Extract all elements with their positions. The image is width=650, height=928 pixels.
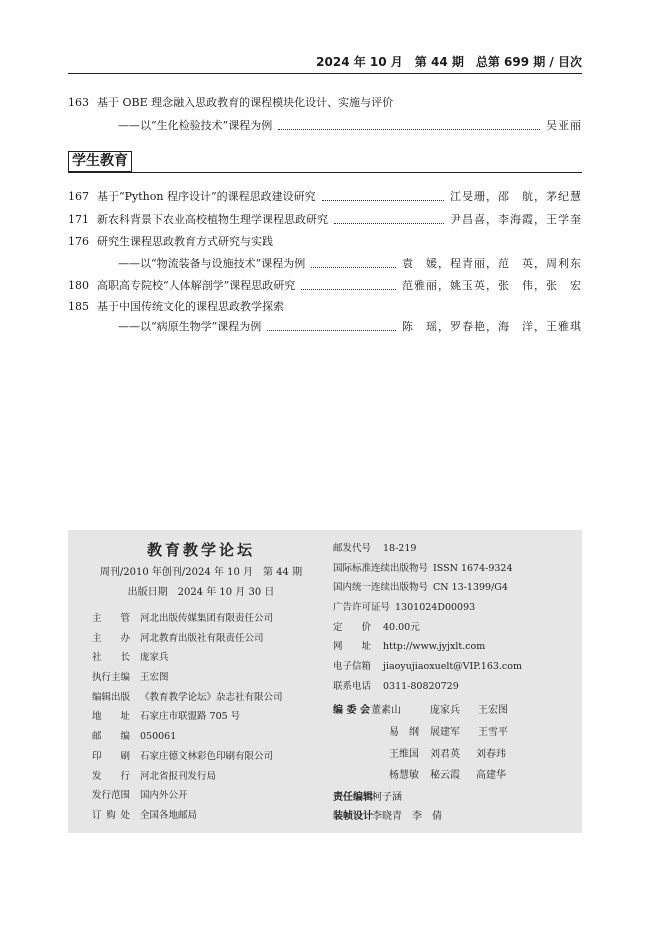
board-member: 秘云霞 — [430, 770, 460, 781]
colophon-row — [92, 629, 283, 649]
toc-subtitle-185 — [68, 319, 582, 335]
dot-leader — [334, 223, 444, 224]
board-member: 易 纲 — [389, 727, 419, 738]
toc-subtitle: ——以“物流装备与设施技术”课程为例 — [118, 257, 306, 270]
row-value: 0311-80820729 — [383, 680, 459, 692]
row-value: 050061 — [140, 731, 177, 743]
board-member: 高建华 — [476, 770, 506, 781]
row-label: 发行范围 — [92, 790, 131, 802]
toc-subtitle-163 — [68, 118, 582, 134]
toc-authors: 陈 瑶，罗春艳，海 洋，王雅琪 — [402, 320, 582, 333]
colophon-row — [92, 668, 283, 688]
row-label: 社 长 — [92, 652, 131, 664]
design-label: 装帧设计 — [333, 811, 373, 822]
dot-leader — [322, 200, 444, 201]
toc-title: 基于中国传统文化的课程思政教学探索 — [97, 300, 284, 313]
row-label: 地 址 — [92, 711, 131, 723]
colophon-row — [333, 677, 522, 697]
row-value: 王宏图 — [140, 672, 169, 684]
colophon-row — [92, 727, 283, 747]
toc-entry-167 — [68, 189, 582, 205]
board-member: 杨慧敏 — [389, 770, 419, 781]
row-label: 执行主编 — [92, 672, 131, 684]
toc-entry-163 — [68, 95, 582, 111]
responsible-editor-label: 责任编辑 — [333, 792, 373, 803]
row-value: 庞家兵 — [140, 652, 169, 664]
colophon-left-list — [92, 609, 283, 826]
toc-authors: 袁 媛，程青丽，范 英，周利东 — [402, 257, 582, 270]
row-label: 联系电话 — [333, 680, 372, 692]
row-value: http://www.jyjxlt.com — [383, 641, 486, 653]
row-value: 河北出版传媒集团有限责任公司 — [140, 613, 274, 624]
toc-authors: 吴亚丽 — [546, 119, 582, 132]
toc-page-number: 167 — [68, 190, 89, 203]
row-value: 石家庄德文林彩色印刷有限公司 — [140, 750, 274, 762]
row-label: 网 址 — [333, 641, 372, 653]
colophon-row — [333, 618, 522, 638]
dot-leader — [301, 289, 396, 290]
colophon-row — [92, 688, 283, 708]
row-value: 国内外公开 — [140, 790, 188, 802]
toc-page-number: 176 — [68, 235, 89, 248]
row-label: 印 刷 — [92, 750, 131, 762]
issue-header: 2024 年 10 月 第 44 期 总第 699 期 / 目次 — [316, 55, 582, 69]
board-member: 庞家兵 — [430, 705, 460, 716]
dot-leader — [278, 129, 540, 130]
colophon-row — [333, 559, 522, 579]
designers: 李晓青 李 倩 — [372, 811, 442, 822]
row-label: 国内统一连续出版物号 — [333, 582, 429, 594]
toc-entry-171 — [68, 212, 582, 228]
colophon-row — [92, 707, 283, 727]
journal-title: 教育教学论坛 — [146, 541, 255, 559]
colophon-right-list — [333, 539, 522, 697]
colophon-row — [92, 767, 283, 787]
toc-page-number: 171 — [68, 213, 89, 226]
header-rule — [68, 73, 582, 74]
row-value: 1301024D00093 — [395, 602, 476, 614]
responsible-editor: 柯子涵 — [372, 792, 402, 803]
row-label: 主 办 — [92, 632, 131, 644]
toc-page-number: 180 — [68, 279, 89, 292]
board-member: 王雪平 — [478, 727, 508, 738]
toc-title: 基于“Python 程序设计”的课程思政建设研究 — [97, 190, 316, 203]
toc-title: 研究生课程思政教育方式研究与实践 — [97, 235, 273, 248]
colophon-row — [92, 747, 283, 767]
section-rule — [68, 172, 582, 173]
row-value: 河北省报刊发行局 — [140, 770, 217, 782]
colophon-row — [333, 578, 522, 598]
dot-leader — [311, 267, 396, 268]
row-value: 石家庄市联盟路 705 号 — [140, 711, 241, 723]
toc-entry-180 — [68, 278, 582, 294]
toc-page-number: 163 — [68, 96, 89, 109]
row-value: 18-219 — [383, 543, 417, 554]
toc-authors: 江旻珊，邵 航，茅纪慧 — [450, 190, 582, 203]
toc-title: 高职高专院校“人体解剖学”课程思政研究 — [97, 279, 296, 292]
toc-title: 基于 OBE 理念融入思政教育的课程模块化设计、实施与评价 — [97, 96, 394, 109]
board-member: 王维国 — [389, 749, 419, 760]
row-value: 40.00元 — [383, 621, 420, 633]
row-value: 河北教育出版社有限责任公司 — [140, 632, 264, 644]
colophon-row — [333, 598, 522, 618]
colophon-row — [92, 609, 283, 629]
toc-entry-176 — [68, 234, 582, 250]
colophon-row — [333, 539, 522, 559]
colophon-row — [333, 637, 522, 657]
colophon-row — [92, 786, 283, 806]
board-member: 刘春玮 — [476, 749, 506, 760]
row-label: 广告许可证号 — [333, 602, 391, 614]
row-value: 全国各地邮局 — [140, 809, 198, 821]
toc-subtitle: ——以“病原生物学”课程为例 — [118, 320, 262, 333]
row-label: 邮发代号 — [333, 543, 372, 554]
row-label: 定 价 — [333, 621, 372, 633]
row-label: 邮 编 — [92, 731, 131, 743]
row-label: 订 购 处 — [92, 809, 130, 821]
toc-authors: 范雅丽，姚玉英，张 伟，张 宏 — [402, 279, 582, 292]
row-label: 发 行 — [92, 770, 131, 782]
board-member: 王宏图 — [478, 705, 508, 716]
toc-subtitle-176 — [68, 256, 582, 272]
section-heading: 学生教育 — [68, 151, 132, 172]
journal-subtitle: 周刊/2010 年创刊/2024 年 10 月 第 44 期 — [99, 567, 303, 578]
editorial-board-label: 编 委 会 — [333, 705, 370, 716]
board-member: 刘君英 — [430, 749, 460, 760]
toc-entry-185 — [68, 299, 582, 315]
dot-leader — [267, 330, 396, 331]
toc-title: 新农科背景下农业高校植物生理学课程思政研究 — [97, 213, 328, 226]
row-value: 《教育教学论坛》杂志社有限公司 — [140, 691, 283, 703]
board-member: 董素山 — [371, 705, 401, 716]
toc-page-number: 185 — [68, 300, 89, 313]
colophon-box — [68, 530, 582, 833]
colophon-row — [92, 806, 283, 826]
row-label: 国际标准连续出版物号 — [333, 562, 429, 574]
colophon-row — [92, 648, 283, 668]
row-label: 主 管 — [92, 613, 131, 624]
board-member: 展建军 — [430, 727, 460, 738]
row-label: 编辑出版 — [92, 691, 131, 703]
row-value: CN 13-1399/G4 — [433, 582, 508, 594]
row-value: ISSN 1674-9324 — [433, 562, 513, 574]
colophon-row — [333, 657, 522, 677]
publish-date: 出版日期 2024 年 10 月 30 日 — [127, 587, 275, 598]
row-label: 电子信箱 — [333, 661, 372, 673]
toc-subtitle: ——以“生化检验技术”课程为例 — [118, 119, 273, 132]
toc-authors: 尹昌喜，李海霞，王学奎 — [450, 213, 582, 226]
row-value: jiaoyujiaoxuelt@VIP.163.com — [383, 661, 522, 673]
